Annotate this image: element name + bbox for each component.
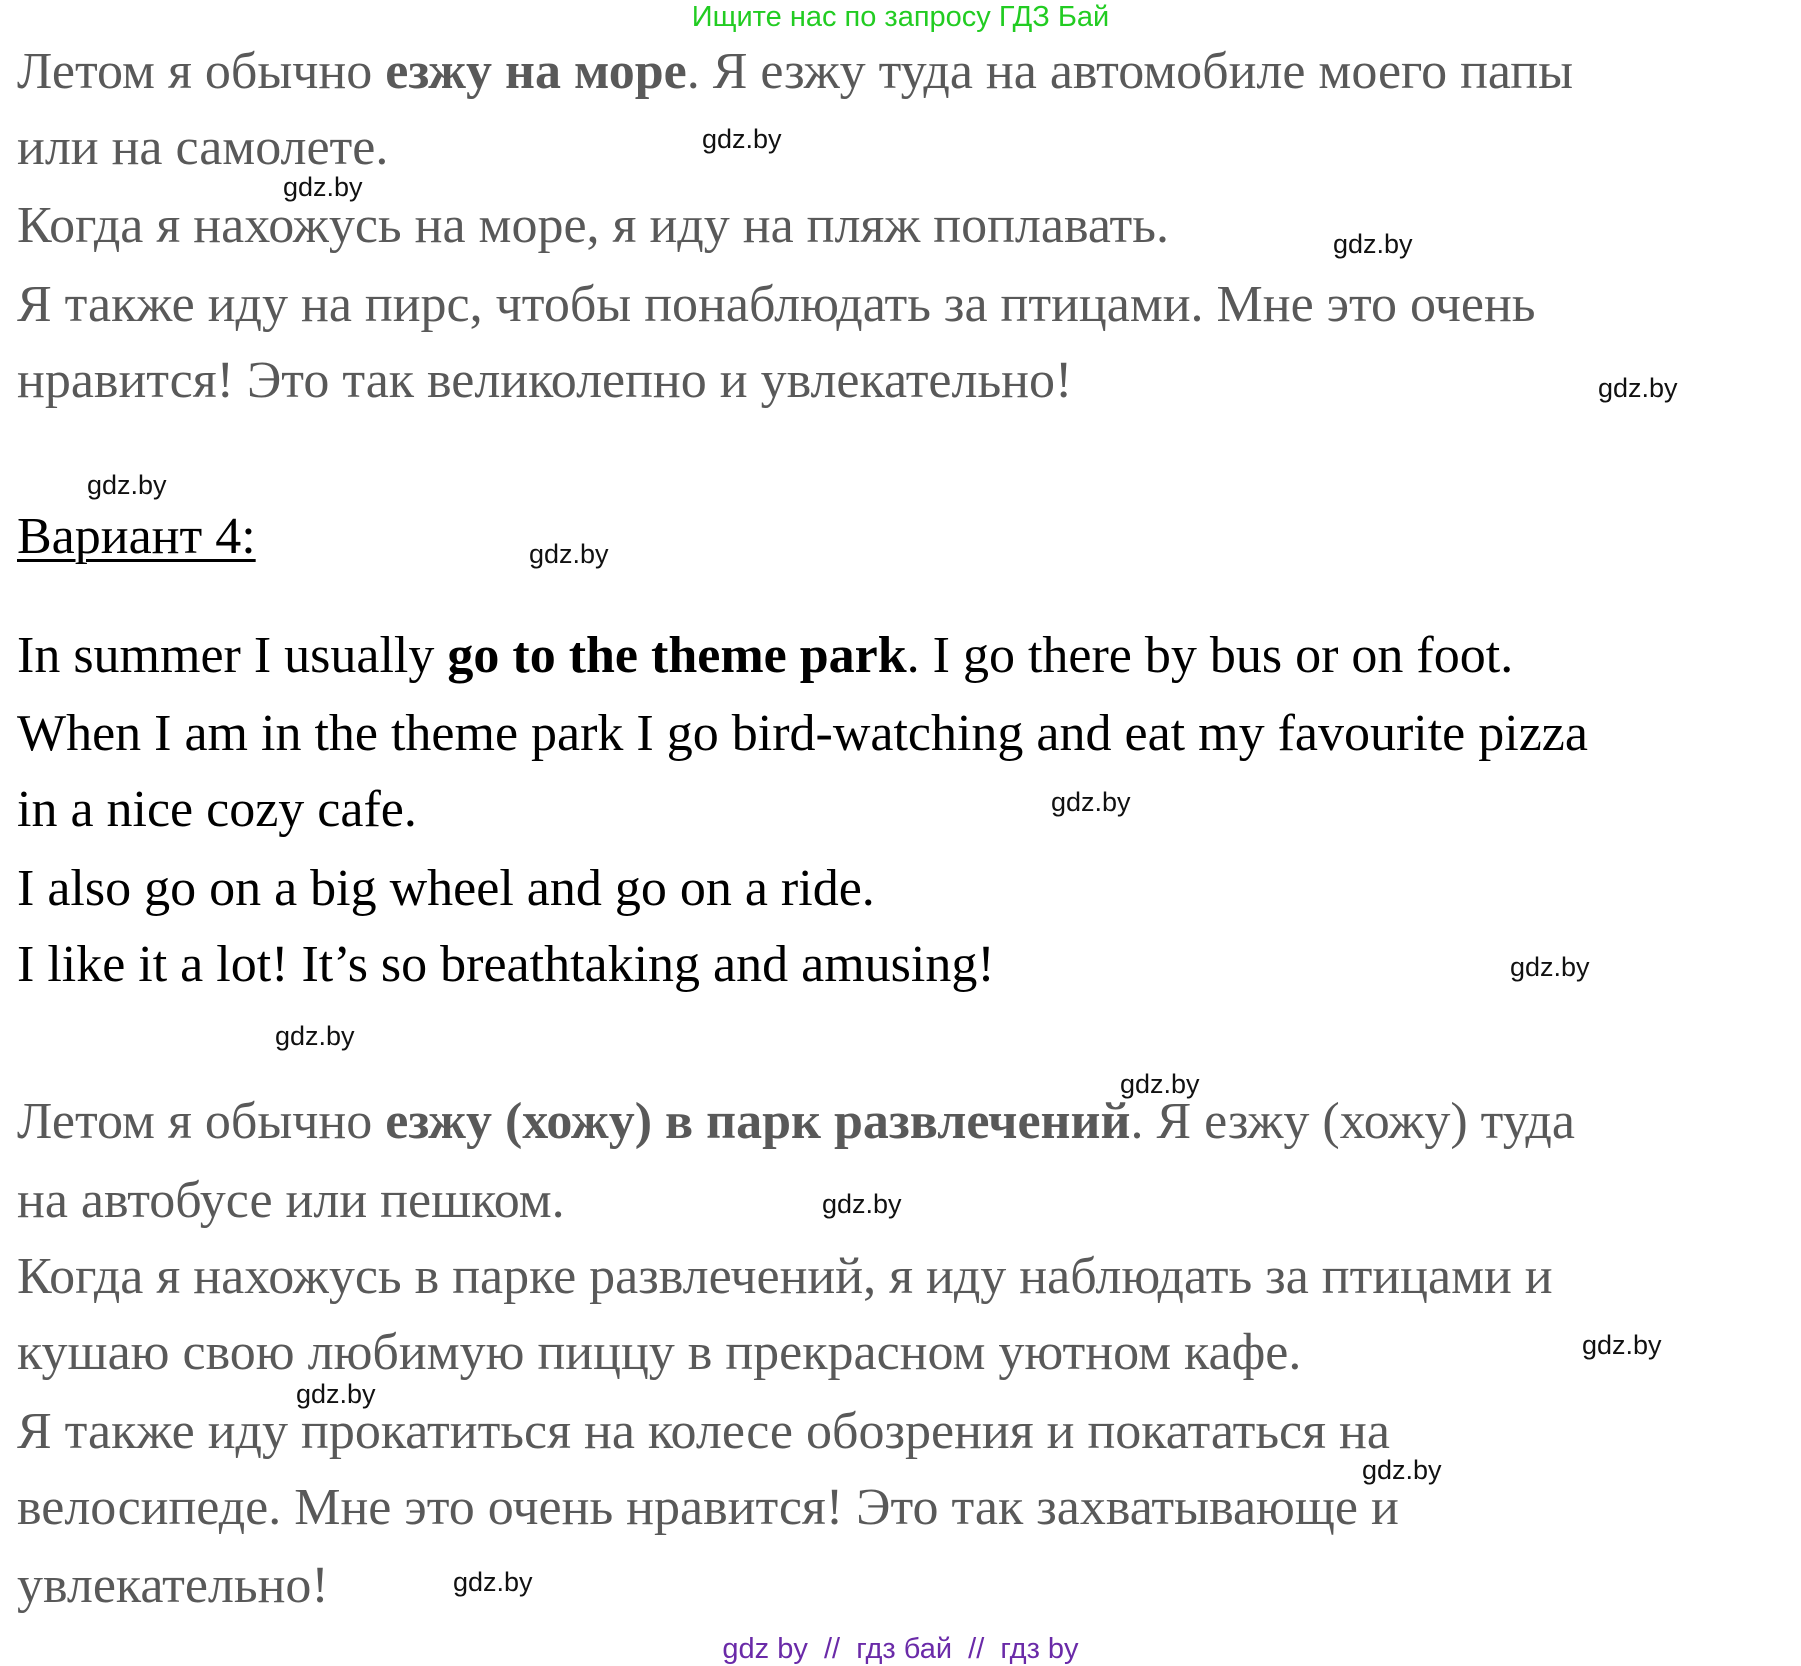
text-line: увлекательно!	[17, 1557, 329, 1614]
watermark: gdz.by	[1598, 373, 1678, 403]
text-line	[17, 42, 1573, 102]
text-line: I like it a lot! It’s so breathtaking and amusing!	[17, 936, 995, 993]
text-line: Когда я нахожусь на море, я иду на пляж поплавать.	[17, 197, 1169, 254]
bold-text: езжу на море	[385, 43, 687, 100]
text-line: Я также иду прокатиться на колесе обозрения и покататься на	[17, 1403, 1390, 1460]
watermark: gdz.by	[296, 1379, 376, 1409]
bold-text: go to the theme park	[447, 627, 907, 684]
watermark: gdz.by	[1120, 1069, 1200, 1099]
watermark: gdz.by	[702, 124, 782, 154]
text-line: When I am in the theme park I go bird-watching and eat my favourite pizza	[17, 705, 1588, 762]
text-line: in a nice cozy cafe.	[17, 781, 417, 838]
watermark: gdz.by	[529, 539, 609, 569]
text: . I go there by bus or on foot.	[906, 627, 1514, 684]
watermark: gdz.by	[87, 470, 167, 500]
watermark: gdz.by	[453, 1567, 533, 1597]
text-line: I also go on a big wheel and go on a ride.	[17, 860, 875, 917]
text: Летом я обычно	[17, 43, 386, 100]
text-line	[17, 1092, 1575, 1152]
variant-heading: Вариант 4:	[17, 508, 256, 565]
watermark: gdz.by	[1582, 1330, 1662, 1360]
footer-links: gdz by // гдз бай // гдз by	[722, 1633, 1079, 1665]
text-line: нравится! Это так великолепно и увлекательно!	[17, 352, 1073, 409]
watermark: gdz.by	[1333, 229, 1413, 259]
text: . Я езжу туда на автомобиле моего папы	[686, 43, 1574, 100]
text: In summer I usually	[17, 627, 448, 684]
text-line	[17, 626, 1513, 686]
bold-text: езжу (хожу) в парк развлечений	[385, 1093, 1131, 1150]
watermark: gdz.by	[1510, 952, 1590, 982]
text: Летом я обычно	[17, 1093, 386, 1150]
text-line: Когда я нахожусь в парке развлечений, я иду наблюдать за птицами и	[17, 1248, 1553, 1305]
watermark: gdz.by	[1051, 787, 1131, 817]
watermark: gdz.by	[1362, 1455, 1442, 1485]
text-line: Я также иду на пирс, чтобы понаблюдать за птицами. Мне это очень	[17, 276, 1536, 333]
text-line: кушаю свою любимую пиццу в прекрасном уютном кафе.	[17, 1324, 1302, 1381]
header-search-hint: Ищите нас по запросу ГДЗ Бай	[691, 1, 1110, 33]
text: . Я езжу (хожу) туда	[1130, 1093, 1575, 1150]
watermark: gdz.by	[822, 1189, 902, 1219]
text-line: на автобусе или пешком.	[17, 1172, 565, 1229]
text-line: велосипеде. Мне это очень нравится! Это так захватывающе и	[17, 1479, 1399, 1536]
text-line: или на самолете.	[17, 119, 389, 176]
watermark: gdz.by	[275, 1021, 355, 1051]
watermark: gdz.by	[283, 172, 363, 202]
